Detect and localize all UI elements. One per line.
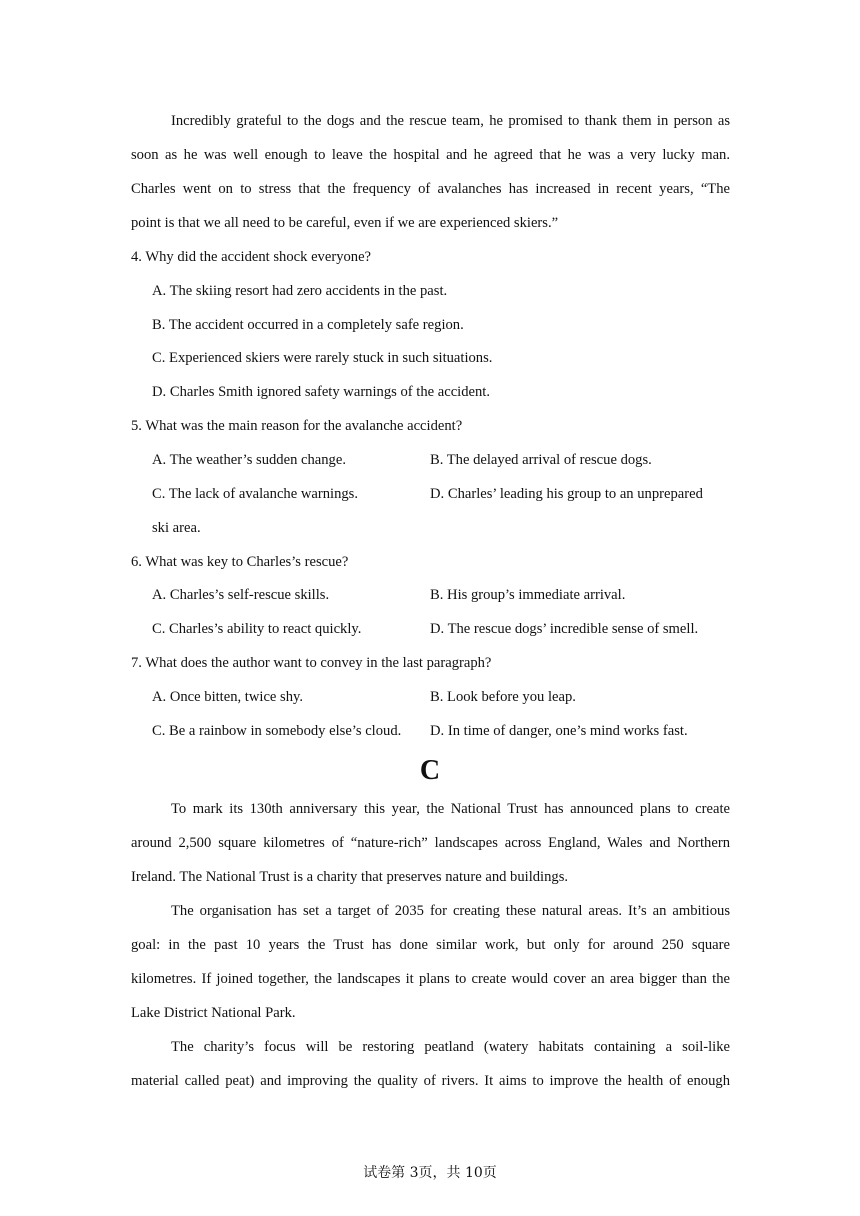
question-4-stem: 4. Why did the accident shock everyone? xyxy=(131,249,372,265)
question-4-option-d: D. Charles Smith ignored safety warnings of the accident. xyxy=(152,384,491,400)
passage-c-line: The organisation has set a target of 2035 for creating these natural areas. It’s an ambitious xyxy=(171,903,730,919)
question-7-stem: 7. What does the author want to convey in the last paragraph? xyxy=(131,655,492,671)
question-6-option-d: D. The rescue dogs’ incredible sense of smell. xyxy=(430,621,699,637)
passage-b-line: Incredibly grateful to the dogs and the rescue team, he promised to thank them in person as xyxy=(171,113,730,129)
passage-b-line: Charles went on to stress that the frequency of avalanches has increased in recent years, “The xyxy=(131,181,730,197)
passage-c-line: The charity’s focus will be restoring peatland (watery habitats containing a soil-like xyxy=(171,1039,730,1055)
question-5-stem: 5. What was the main reason for the avalanche accident? xyxy=(131,418,463,434)
question-5-option-b: B. The delayed arrival of rescue dogs. xyxy=(430,452,652,468)
passage-b-line: point is that we all need to be careful, even if we are experienced skiers.” xyxy=(131,215,559,231)
passage-c-line: around 2,500 square kilometres of “nature-rich” landscapes across England, Wales and Northern xyxy=(131,835,730,851)
question-7-option-a: A. Once bitten, twice shy. xyxy=(152,689,304,705)
question-6-stem: 6. What was key to Charles’s rescue? xyxy=(131,554,349,570)
passage-c-line: Ireland. The National Trust is a charity that preserves nature and buildings. xyxy=(131,869,569,885)
passage-c-line: To mark its 130th anniversary this year, the National Trust has announced plans to create xyxy=(171,801,730,817)
question-4-option-b: B. The accident occurred in a completely safe region. xyxy=(152,317,464,333)
passage-b-line: soon as he was well enough to leave the hospital and he agreed that he was a very lucky man. xyxy=(131,147,730,163)
question-5-option-c: C. The lack of avalanche warnings. xyxy=(152,486,358,502)
question-7-option-d: D. In time of danger, one’s mind works fast. xyxy=(430,723,688,739)
question-4-option-c: C. Experienced skiers were rarely stuck in such situations. xyxy=(152,350,493,366)
page-footer: 试卷第 3页，共 10页 xyxy=(363,1165,497,1181)
question-6-option-a: A. Charles’s self-rescue skills. xyxy=(152,587,330,603)
section-c-heading: C xyxy=(419,755,441,786)
question-5-option-d-continued: ski area. xyxy=(152,520,201,536)
question-5-option-a: A. The weather’s sudden change. xyxy=(152,452,346,468)
question-5-option-d: D. Charles’ leading his group to an unprepared xyxy=(430,486,703,502)
question-7-option-b: B. Look before you leap. xyxy=(430,689,576,705)
question-7-option-c: C. Be a rainbow in somebody else’s cloud. xyxy=(152,723,402,739)
passage-c-line: kilometres. If joined together, the landscapes it plans to create would cover an area bigger than the xyxy=(131,971,730,987)
passage-c-line: Lake District National Park. xyxy=(131,1005,296,1021)
question-6-option-c: C. Charles’s ability to react quickly. xyxy=(152,621,362,637)
question-4-option-a: A. The skiing resort had zero accidents in the past. xyxy=(152,283,448,299)
passage-c-line: goal: in the past 10 years the Trust has done similar work, but only for around 250 square xyxy=(131,937,730,953)
passage-c-line: material called peat) and improving the quality of rivers. It aims to improve the health of enough xyxy=(131,1073,730,1089)
question-6-option-b: B. His group’s immediate arrival. xyxy=(430,587,626,603)
